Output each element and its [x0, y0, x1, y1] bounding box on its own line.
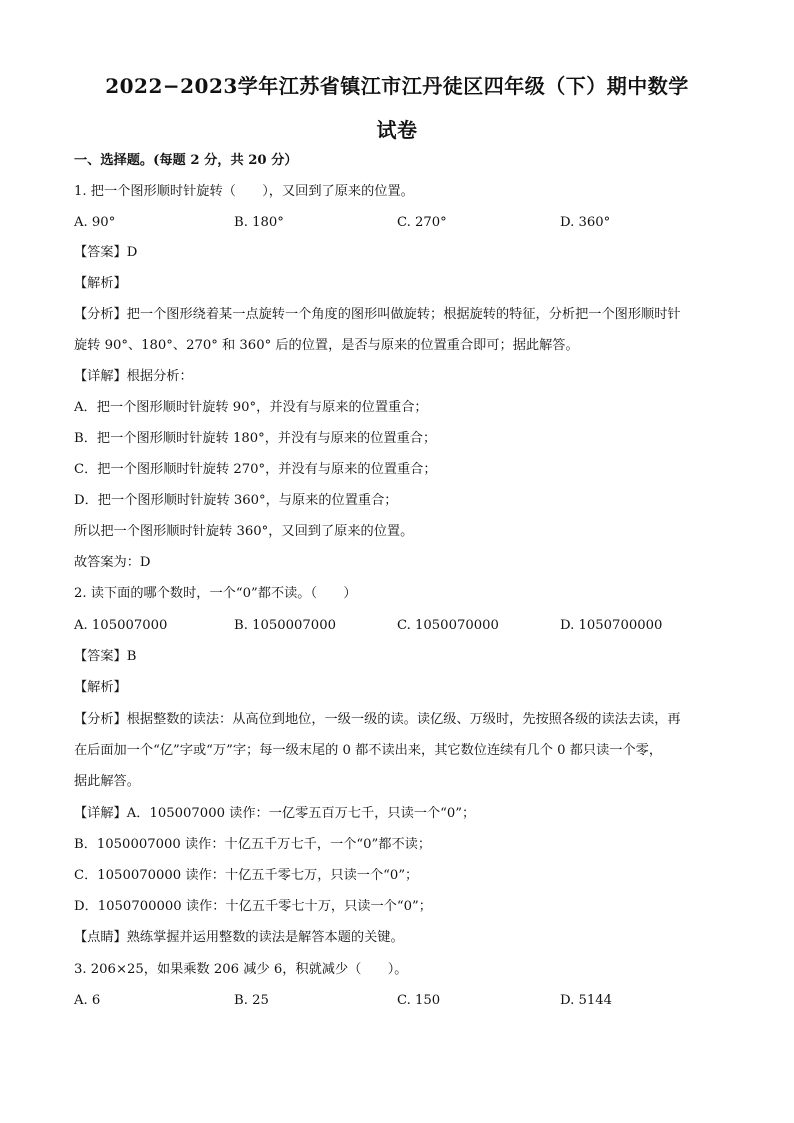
question-3-option-a: A. 6: [74, 993, 101, 1008]
question-2-detail-d: D．1050700000 读作：十亿五千零七十万，只读一个“0”；: [74, 899, 432, 914]
question-1-option-d: D. 360°: [560, 215, 611, 230]
question-1-analysis-label: 【解析】: [74, 276, 127, 291]
question-3-option-c: C. 150: [397, 993, 441, 1008]
question-2-fenxi-line-1: 【分析】根据整数的读法：从高位到地位，一级一级的读。读亿级、万级时，先按照各级的读法去读，再: [74, 712, 681, 727]
question-2-answer: 【答案】B: [74, 649, 137, 664]
question-3-option-d: D. 5144: [560, 993, 613, 1008]
question-1-option-a: A. 90°: [74, 215, 116, 230]
question-2-detail-a: 【详解】A．105007000 读作：一亿零五百万七千，只读一个“0”；: [74, 806, 476, 821]
question-1-detail-d: D．把一个图形顺时针旋转 360°，与原来的位置重合；: [74, 493, 398, 508]
question-1-final-answer: 故答案为：D: [74, 555, 151, 570]
question-1-conclusion: 所以把一个图形顺时针旋转 360°，又回到了原来的位置。: [74, 524, 414, 539]
question-1-detail-a: A．把一个图形顺时针旋转 90°，并没有与原来的位置重合；: [74, 400, 428, 415]
question-1-detail-c: C．把一个图形顺时针旋转 270°，并没有与原来的位置重合；: [74, 462, 437, 477]
question-2-key-point: 【点睛】熟练掌握并运用整数的读法是解答本题的关键。: [74, 930, 404, 945]
question-1-option-b: B. 180°: [234, 215, 284, 230]
question-1-option-c: C. 270°: [397, 215, 447, 230]
question-1-fenxi-line-1: 【分析】把一个图形绕着某一点旋转一个角度的图形叫做旋转；根据旋转的特征，分析把一个图形顺时针: [74, 307, 681, 322]
question-2-detail-c: C．1050070000 读作：十亿五千零七万，只读一个“0”；: [74, 868, 419, 883]
question-2-option-c: C. 1050070000: [397, 618, 499, 633]
question-2-stem: 2. 读下面的哪个数时，一个“0”都不读。（ ）: [74, 586, 357, 601]
question-2-option-d: D. 1050700000: [560, 618, 663, 633]
question-2-fenxi-line-3: 据此解答。: [74, 774, 140, 789]
question-3-option-b: B. 25: [234, 993, 269, 1008]
question-2-option-a: A. 105007000: [74, 618, 168, 633]
page-title-continued: 试卷: [376, 118, 418, 142]
question-1-stem: 1. 把一个图形顺时针旋转（ ），又回到了原来的位置。: [74, 184, 414, 199]
question-2-analysis-label: 【解析】: [74, 680, 127, 695]
page-title: 2022−2023学年江苏省镇江市江丹徒区四年级（下）期中数学: [105, 74, 689, 98]
question-1-fenxi-line-2: 旋转 90°、180°、270° 和 360° 后的位置，是否与原来的位置重合即可；据此解答。: [74, 338, 579, 353]
question-1-answer: 【答案】D: [74, 245, 138, 260]
section-heading: 一、选择题。(每题 2 分，共 20 分）: [74, 153, 298, 168]
question-2-option-b: B. 1050007000: [234, 618, 336, 633]
question-1-detail-b: B．把一个图形顺时针旋转 180°，并没有与原来的位置重合；: [74, 431, 437, 446]
question-2-detail-b: B．1050007000 读作：十亿五千万七千，一个“0”都不读；: [74, 837, 432, 852]
question-1-detail-heading: 【详解】根据分析：: [74, 369, 193, 384]
question-3-stem: 3. 206×25，如果乘数 206 减少 6，积就减少（ ）。: [74, 962, 408, 977]
question-2-fenxi-line-2: 在后面加一个“亿”字或“万”字；每一级末尾的 0 都不读出来，其它数位连续有几个 0 都只读一个零，: [74, 743, 663, 758]
